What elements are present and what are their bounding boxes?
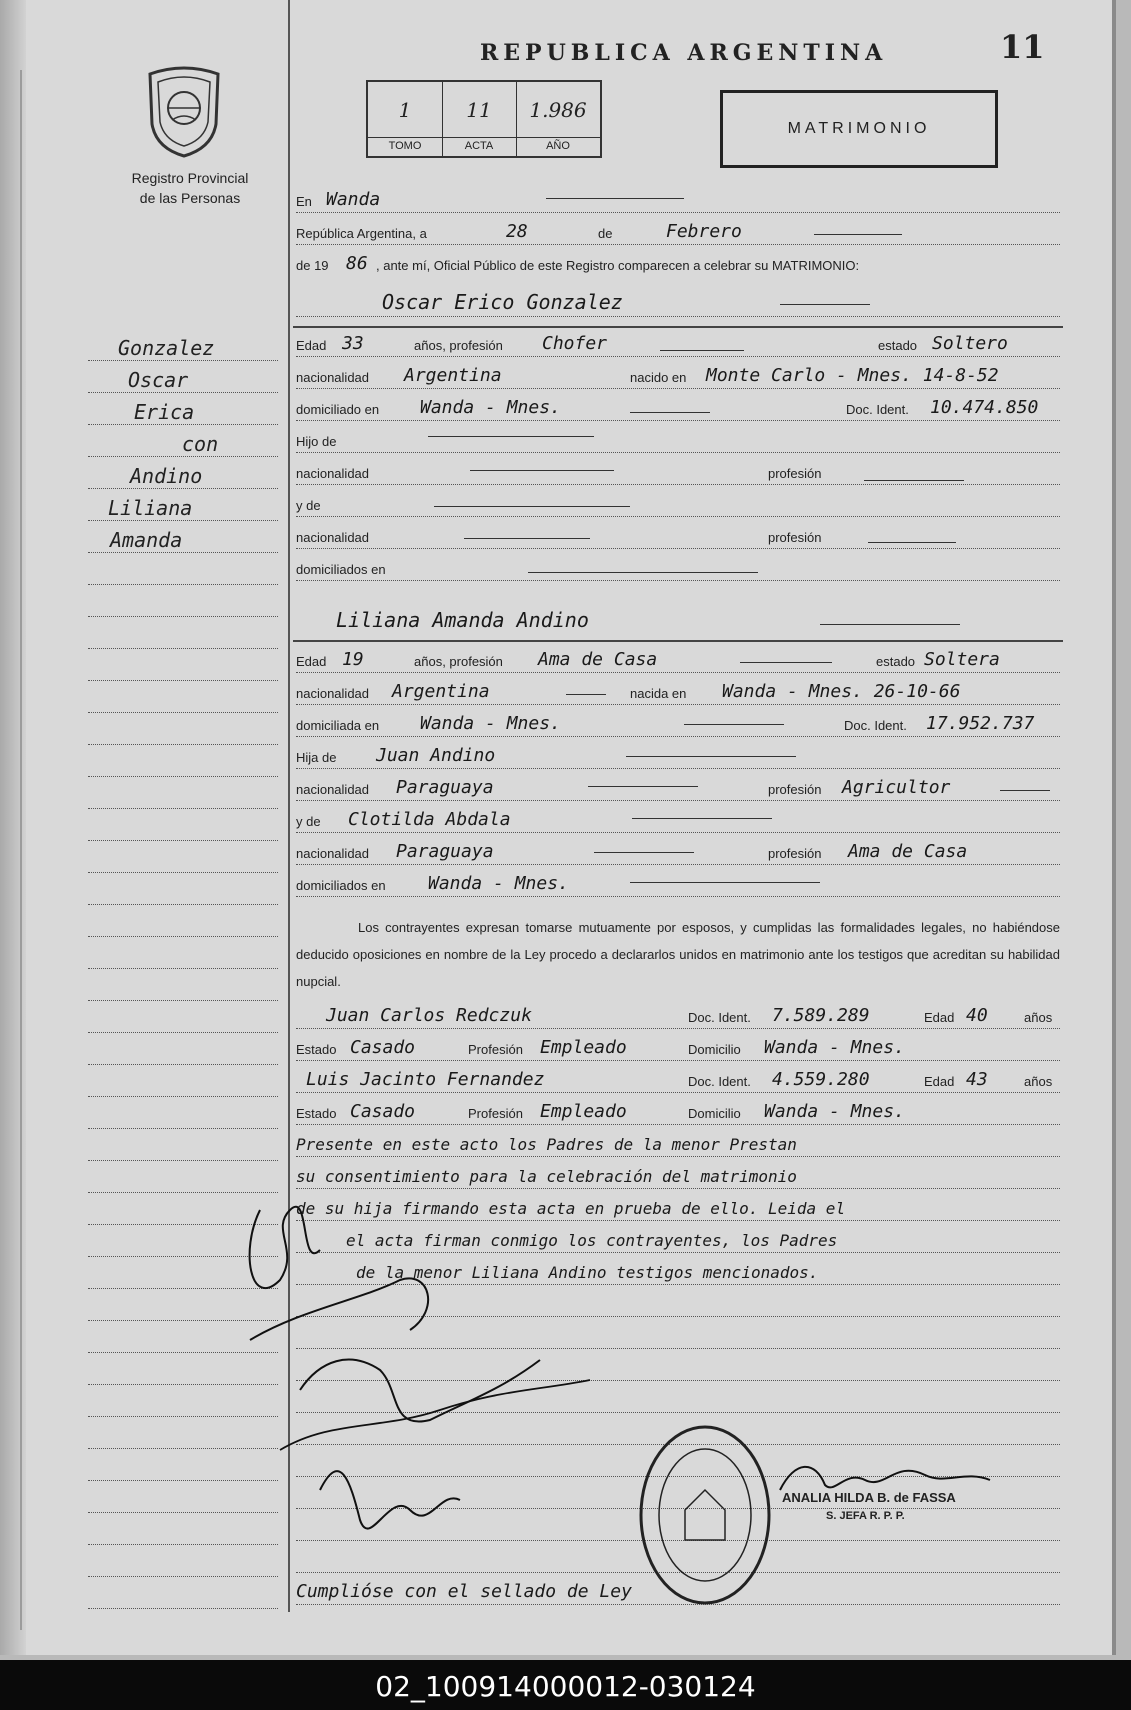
witness-2-detail-row	[296, 1100, 1060, 1125]
witness-1-estado: Casado	[350, 1037, 416, 1058]
bride-father-nationality-row	[296, 776, 1060, 801]
note-text: su consentimiento para la celebración del matrimonio	[296, 1167, 797, 1186]
margin-line	[88, 744, 278, 745]
officer-title: S. JEFA R. P. P.	[826, 1510, 905, 1522]
place-value: Wanda	[326, 189, 381, 210]
registry-line-1: Registro Provincial	[131, 170, 249, 186]
groom-name-row	[296, 292, 1060, 317]
bride-parents-domicile: Wanda - Mnes.	[428, 873, 569, 894]
filler-dash	[470, 470, 614, 471]
nacido-label: nacido en	[630, 370, 687, 385]
bride-mother-nationality: Paraguaya	[396, 841, 494, 862]
margin-line	[88, 1000, 278, 1001]
filler-dash	[864, 480, 964, 481]
official-seal-stamp	[635, 1420, 775, 1610]
filler-dash	[740, 662, 832, 663]
ano-value: 1.986	[529, 98, 587, 122]
margin-line	[88, 456, 278, 457]
filler-dash	[566, 694, 606, 695]
filler-dash	[1000, 790, 1050, 791]
intro-date-row	[296, 220, 1060, 245]
filler-dash	[626, 756, 796, 757]
groom-nationality-row	[296, 364, 1060, 389]
margin-line	[88, 680, 278, 681]
note-text: el acta firman conmigo los contrayentes, los Padres	[346, 1231, 838, 1250]
filler-dash	[814, 234, 902, 235]
nacionalidad-label: nacionalidad	[296, 686, 370, 701]
margin-line	[88, 648, 278, 649]
groom-father-nationality-row	[296, 460, 1060, 485]
groom-nationality: Argentina	[404, 365, 502, 386]
profesion-label: profesión	[768, 782, 822, 797]
witness-1-doc: 7.589.289	[772, 1005, 870, 1026]
groom-age: 33	[342, 333, 364, 354]
witness-1-age: 40	[966, 1005, 988, 1026]
bride-father: Juan Andino	[376, 745, 496, 766]
margin-line	[88, 616, 278, 617]
edad-label: Edad	[296, 654, 327, 669]
month-value: Febrero	[666, 221, 742, 242]
bride-nationality-row	[296, 680, 1060, 705]
bride-mother: Clotilda Abdala	[348, 809, 511, 830]
y-de-label: y de	[296, 814, 321, 829]
margin-name: Oscar	[128, 368, 189, 392]
filler-dash	[434, 506, 630, 507]
nacionalidad-label: nacionalidad	[296, 370, 370, 385]
witness-2-doc: 4.559.280	[772, 1069, 870, 1090]
bride-nationality: Argentina	[392, 681, 490, 702]
witness-1-detail-row	[296, 1036, 1060, 1061]
note-text: de su hija firmando esta acta en prueba de ello. Leida el	[296, 1199, 846, 1218]
filler-dash	[684, 724, 784, 725]
groom-doc: 10.474.850	[930, 397, 1039, 418]
profesion-label: profesión	[768, 466, 822, 481]
margin-line	[88, 1096, 278, 1097]
bride-parents-domicile-row	[296, 872, 1060, 897]
note-text: Presente en este acto los Padres de la menor Prestan	[296, 1135, 797, 1154]
filler-dash	[630, 882, 820, 883]
hijo-label: Hijo de	[296, 434, 337, 449]
section-rule	[293, 640, 1063, 642]
nacionalidad-label: nacionalidad	[296, 466, 370, 481]
anios-profesion-label: años, profesión	[414, 338, 503, 353]
anios-label: años	[1024, 1074, 1053, 1089]
margin-line	[88, 488, 278, 489]
margin-name: Liliana	[108, 496, 193, 520]
witness-2-estado: Casado	[350, 1101, 416, 1122]
intro-place-row	[296, 188, 1060, 213]
groom-estado: Soltero	[932, 333, 1008, 354]
margin-line	[88, 392, 278, 393]
domicilio-label: domiciliado en	[296, 402, 380, 417]
groom-age-row	[296, 332, 1060, 357]
tomo-cell	[368, 82, 443, 156]
provincial-seal-icon	[142, 64, 226, 158]
edad-label: Edad	[924, 1010, 955, 1025]
filler-dash	[588, 786, 698, 787]
registry-office-label	[105, 168, 275, 208]
margin-line	[88, 360, 278, 361]
margin-name: Amanda	[110, 528, 183, 552]
margin-line	[88, 872, 278, 873]
ano-label: AÑO	[516, 137, 600, 152]
groom-father-row	[296, 428, 1060, 453]
bride-age: 19	[342, 649, 364, 670]
officer-name: ANALIA HILDA B. de FASSA	[782, 1490, 956, 1505]
domicilio-label: domiciliada en	[296, 718, 380, 733]
profesion-label: profesión	[768, 846, 822, 861]
bride-estado: Soltera	[924, 649, 1000, 670]
witness-1-profession: Empleado	[540, 1037, 627, 1058]
margin-line	[88, 904, 278, 905]
day-value: 28	[506, 221, 528, 242]
y-de-label: y de	[296, 498, 321, 513]
bride-doc: 17.952.737	[926, 713, 1035, 734]
groom-domicile: Wanda - Mnes.	[420, 397, 561, 418]
note-text: de la menor Liliana Andino testigos mencionados.	[356, 1263, 819, 1282]
bride-father-profession: Agricultor	[842, 777, 951, 798]
witness-2-row	[296, 1068, 1060, 1093]
margin-line	[88, 808, 278, 809]
bride-age-row	[296, 648, 1060, 673]
groom-domicile-row	[296, 396, 1060, 421]
doc-label: Doc. Ident.	[846, 402, 909, 417]
tomo-value: 1	[398, 98, 412, 122]
bride-domicile: Wanda - Mnes.	[420, 713, 561, 734]
bride-mother-row	[296, 808, 1060, 833]
witness-2-domicile: Wanda - Mnes.	[764, 1101, 905, 1122]
witness-2-age: 43	[966, 1069, 988, 1090]
doc-label: Doc. Ident.	[844, 718, 907, 733]
profesion-label: Profesión	[468, 1106, 523, 1121]
filler-dash	[820, 624, 960, 625]
spine-line	[20, 70, 22, 1630]
witness-2-name: Luis Jacinto Fernandez	[306, 1069, 545, 1090]
filler-dash	[630, 412, 710, 413]
hija-label: Hija de	[296, 750, 337, 765]
witness-2-profession: Empleado	[540, 1101, 627, 1122]
nacionalidad-label: nacionalidad	[296, 530, 370, 545]
tomo-label: TOMO	[368, 137, 442, 152]
filler-dash	[594, 852, 694, 853]
note-line	[296, 1164, 1060, 1189]
domiciliados-label: domiciliados en	[296, 878, 386, 893]
margin-line	[88, 936, 278, 937]
bride-name: Liliana Amanda Andino	[336, 608, 589, 632]
margin-name: Erica	[134, 400, 195, 424]
estado-label: estado	[878, 338, 918, 353]
filler-dash	[660, 350, 744, 351]
binding-edge	[0, 0, 26, 1655]
bride-father-nationality: Paraguaya	[396, 777, 494, 798]
ante-text: , ante mí, Oficial Público de este Registro comparecen a celebrar su MATRIMONIO:	[376, 258, 860, 273]
footer-note: Cumplióse con el sellado de Ley	[296, 1581, 632, 1602]
estado-label: Estado	[296, 1106, 337, 1121]
margin-line	[88, 1160, 278, 1161]
image-caption: 02_100914000012-030124	[375, 1670, 756, 1703]
groom-mother-row	[296, 492, 1060, 517]
margin-name: Andino	[130, 464, 203, 488]
filler-dash	[868, 542, 956, 543]
filler-dash	[528, 572, 758, 573]
witness-1-name: Juan Carlos Redczuk	[326, 1005, 532, 1026]
signatures-scribble	[240, 1190, 600, 1610]
margin-line	[88, 776, 278, 777]
domicilio-label: Domicilio	[688, 1106, 741, 1121]
registry-line-2: de las Personas	[139, 190, 241, 206]
filler-dash	[546, 198, 684, 199]
de-label: de	[598, 226, 613, 241]
margin-name: con	[182, 432, 219, 456]
margin-name: Gonzalez	[118, 336, 215, 360]
act-type-box: MATRIMONIO	[720, 90, 998, 168]
acta-label: ACTA	[442, 137, 516, 152]
margin-line	[88, 424, 278, 425]
edad-label: Edad	[924, 1074, 955, 1089]
groom-parents-domicile-row	[296, 556, 1060, 581]
bride-domicile-row	[296, 712, 1060, 737]
bride-mother-profession: Ama de Casa	[848, 841, 968, 862]
margin-line	[88, 840, 278, 841]
estado-label: estado	[876, 654, 916, 669]
acta-cell	[442, 82, 517, 156]
domicilio-label: Domicilio	[688, 1042, 741, 1057]
domiciliados-label: domiciliados en	[296, 562, 386, 577]
witness-1-row	[296, 1004, 1060, 1029]
margin-line	[88, 520, 278, 521]
estado-label: Estado	[296, 1042, 337, 1057]
margin-line	[88, 1032, 278, 1033]
groom-name: Oscar Erico Gonzalez	[382, 290, 623, 314]
profesion-label: Profesión	[468, 1042, 523, 1057]
note-line	[296, 1132, 1060, 1157]
en-label: En	[296, 194, 312, 209]
groom-mother-nationality-row	[296, 524, 1060, 549]
groom-birth: Monte Carlo - Mnes. 14-8-52	[706, 365, 999, 386]
doc-label: Doc. Ident.	[688, 1010, 751, 1025]
margin-line	[88, 552, 278, 553]
margin-line	[88, 712, 278, 713]
country-header: REPUBLICA ARGENTINA	[480, 40, 888, 66]
groom-profession: Chofer	[542, 333, 608, 354]
filler-dash	[428, 436, 594, 437]
republica-label: República Argentina, a	[296, 226, 427, 241]
anios-label: años	[1024, 1010, 1053, 1025]
declaration-text: Los contrayentes expresan tomarse mutuamente por esposos, y cumplidas las formalidades legales, no habiéndose deducido oposiciones en nombre de la Ley procedo a declararlos unidos en matrimonio ante los testigos que acreditan su habilidad nupcial.	[296, 920, 1060, 989]
filler-dash	[464, 538, 590, 539]
margin-line	[88, 1064, 278, 1065]
tomo-acta-ano-table	[366, 80, 602, 158]
margin-line	[88, 584, 278, 585]
intro-year-row	[296, 252, 1060, 276]
margin-line	[88, 968, 278, 969]
bride-birth: Wanda - Mnes. 26-10-66	[722, 681, 961, 702]
acta-value: 11	[466, 98, 492, 122]
nacida-label: nacida en	[630, 686, 687, 701]
anios-profesion-label: años, profesión	[414, 654, 503, 669]
year-label: de 19	[296, 258, 329, 273]
bride-name-row	[296, 610, 1060, 634]
filler-dash	[632, 818, 772, 819]
filler-dash	[780, 304, 870, 305]
nacionalidad-label: nacionalidad	[296, 782, 370, 797]
margin-line	[88, 1128, 278, 1129]
page-number: 11	[1000, 28, 1045, 66]
bride-profession: Ama de Casa	[538, 649, 658, 670]
profesion-label: profesión	[768, 530, 822, 545]
edad-label: Edad	[296, 338, 327, 353]
section-rule	[293, 326, 1063, 328]
ano-cell	[516, 82, 600, 156]
nacionalidad-label: nacionalidad	[296, 846, 370, 861]
doc-label: Doc. Ident.	[688, 1074, 751, 1089]
year-value: 86	[346, 253, 368, 274]
witness-1-domicile: Wanda - Mnes.	[764, 1037, 905, 1058]
